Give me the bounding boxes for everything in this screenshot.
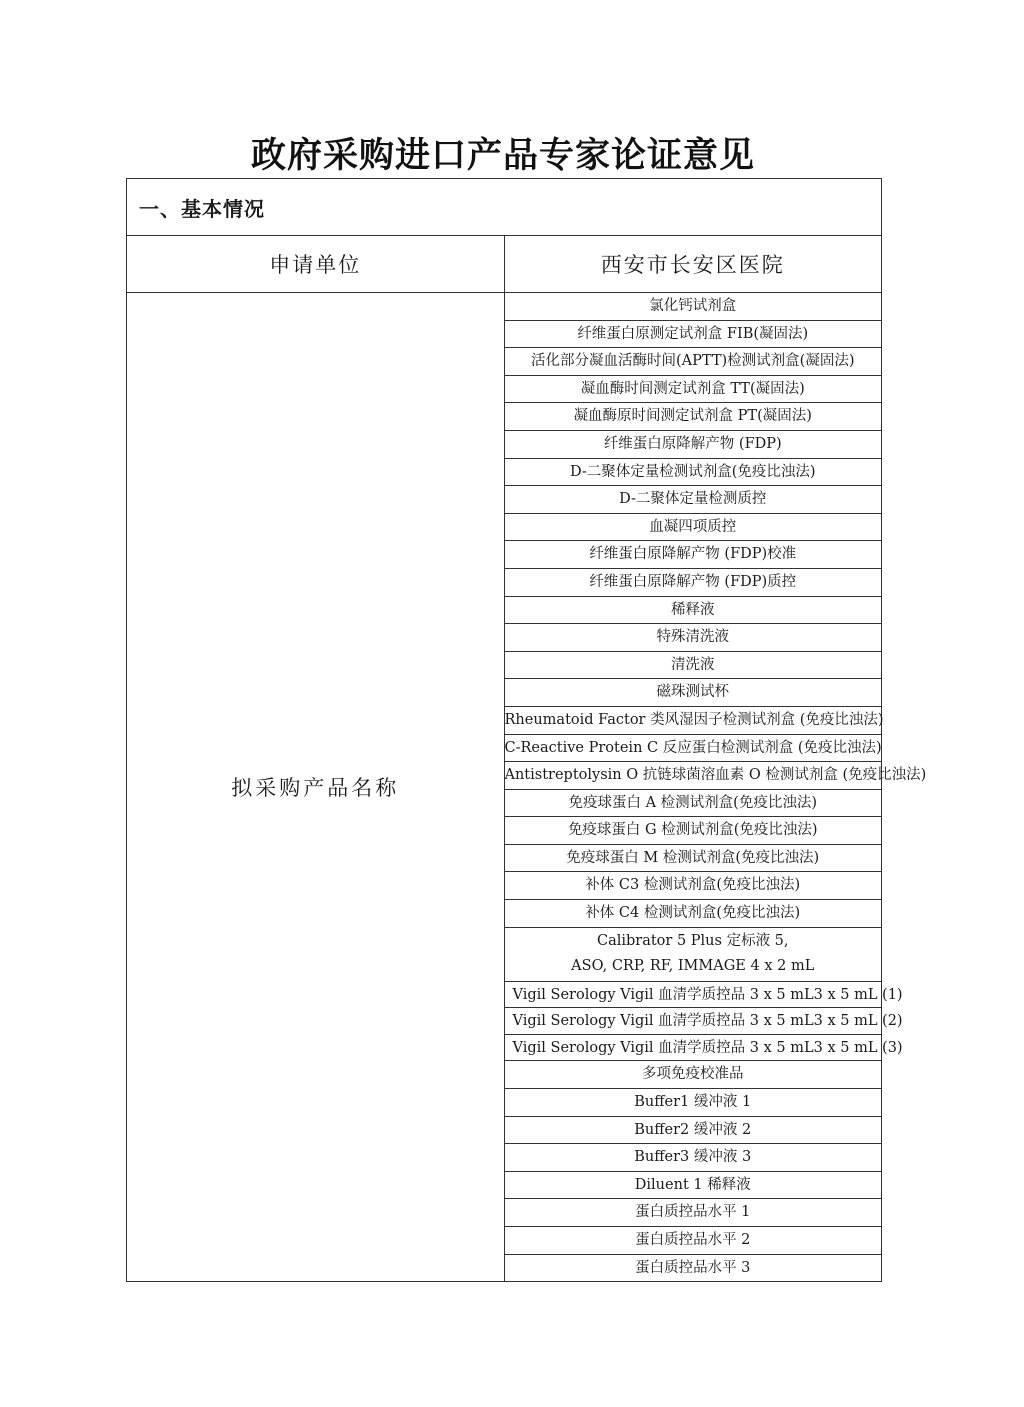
product-item: Diluent 1 稀释液: [505, 1172, 882, 1200]
applicant-label: 申请单位: [127, 236, 505, 293]
product-item: Buffer2 缓冲液 2: [505, 1117, 882, 1145]
applicant-value: 西安市长安区医院: [504, 236, 882, 293]
product-item-vigil: [505, 1008, 903, 1035]
product-item: 纤维蛋白原测定试剂盒 FIB(凝固法): [505, 321, 882, 349]
vigil-name: Vigil Serology Vigil 血清学质控品 3 x 5 mL: [512, 1039, 814, 1056]
product-item: D-二聚体定量检测试剂盒(免疫比浊法): [505, 459, 882, 487]
product-item: 纤维蛋白原降解产物 (FDP)校准: [505, 541, 882, 569]
calibrator-line-1: Calibrator 5 Plus 定标液 5,: [596, 932, 789, 949]
product-item: 补体 C4 检测试剂盒(免疫比浊法): [505, 900, 882, 928]
product-item: 蛋白质控品水平 1: [505, 1199, 882, 1227]
product-item: 清洗液: [505, 652, 882, 680]
product-item: 蛋白质控品水平 3: [635, 1259, 751, 1276]
product-item: D-二聚体定量检测质控: [505, 486, 882, 514]
product-item: 免疫球蛋白 A 检测试剂盒(免疫比浊法): [505, 790, 882, 818]
product-item: 多项免疫校准品: [505, 1061, 882, 1089]
products-list: [504, 293, 927, 1281]
info-table: [126, 178, 927, 1282]
document-title: 政府采购进口产品专家论证意见: [250, 136, 755, 176]
product-item: 氯化钙试剂盒: [505, 293, 882, 321]
calibrator-line-2: ASO, CRP, RF, IMMAGE 4 x 2 mL: [571, 957, 815, 974]
product-item: 蛋白质控品水平 2: [505, 1227, 882, 1255]
product-item: C-Reactive Protein C 反应蛋白检测试剂盒 (免疫比浊法): [505, 735, 882, 763]
product-item: 凝血酶时间测定试剂盒 TT(凝固法): [505, 376, 882, 404]
product-item: 免疫球蛋白 G 检测试剂盒(免疫比浊法): [505, 817, 882, 845]
vigil-name: Vigil Serology Vigil 血清学质控品 3 x 5 mL: [512, 1013, 814, 1030]
product-item: 活化部分凝血活酶时间(APTT)检测试剂盒(凝固法): [505, 348, 882, 376]
product-item: 免疫球蛋白 M 检测试剂盒(免疫比浊法): [505, 845, 882, 873]
product-item: 凝血酶原时间测定试剂盒 PT(凝固法): [505, 403, 882, 431]
product-item: 补体 C3 检测试剂盒(免疫比浊法): [505, 872, 882, 900]
product-item: Rheumatoid Factor 类风湿因子检测试剂盒 (免疫比浊法): [505, 707, 882, 735]
vigil-spec: 3 x 5 mL (3): [813, 1039, 903, 1056]
product-item: 磁珠测试杯: [505, 679, 882, 707]
product-item: Buffer3 缓冲液 3: [505, 1144, 882, 1172]
product-item: 纤维蛋白原降解产物 (FDP)质控: [505, 569, 882, 597]
product-item: 纤维蛋白原降解产物 (FDP): [505, 431, 882, 459]
vigil-spec: 3 x 5 mL (1): [813, 986, 903, 1003]
products-label: 拟采购产品名称: [127, 293, 505, 1282]
product-item: Buffer1 缓冲液 1: [505, 1089, 882, 1117]
products-cell: [504, 293, 927, 1282]
product-item-vigil: [505, 982, 903, 1009]
section-heading: 一、基本情况: [127, 179, 882, 236]
vigil-spec: 3 x 5 mL (2): [813, 1013, 903, 1030]
product-item: 血凝四项质控: [505, 514, 882, 542]
product-item-vigil: [505, 1035, 903, 1062]
product-item: 稀释液: [505, 597, 882, 625]
product-item: Antistreptolysin O 抗链球菌溶血素 O 检测试剂盒 (免疫比浊法): [505, 762, 882, 790]
vigil-name: Vigil Serology Vigil 血清学质控品 3 x 5 mL: [512, 986, 814, 1003]
product-item: 特殊清洗液: [505, 624, 882, 652]
product-item-calibrator: [505, 928, 882, 982]
